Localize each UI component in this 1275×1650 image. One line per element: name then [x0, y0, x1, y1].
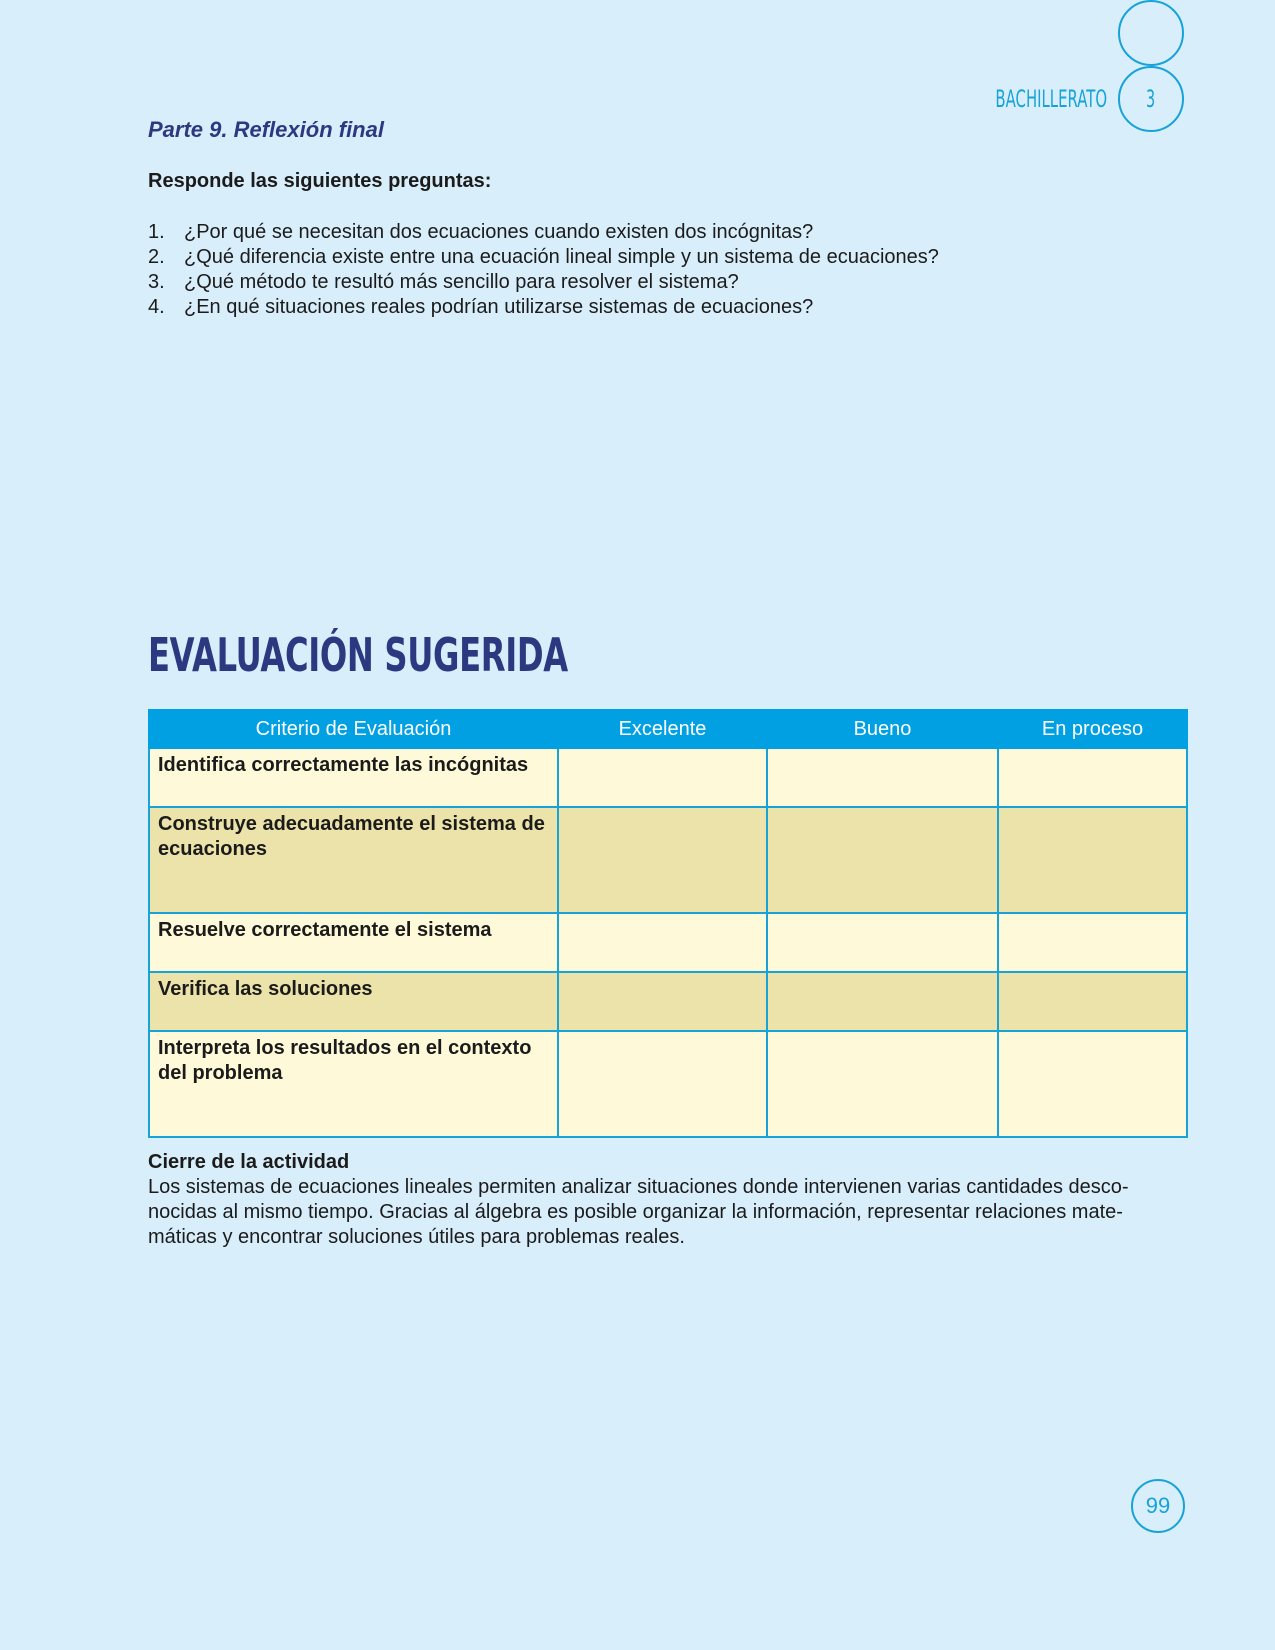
criterion-cell: Resuelve correctamente el sistema — [149, 913, 558, 972]
column-header-excellent: Excelente — [558, 710, 767, 748]
criterion-cell: Interpreta los resultados en el contexto del problema — [149, 1031, 558, 1137]
page-number: 99 — [1131, 1479, 1185, 1533]
excellent-cell[interactable] — [558, 972, 767, 1031]
question-item — [148, 270, 939, 295]
criterion-cell: Identifica correctamente las incógnitas — [149, 748, 558, 807]
question-number: 3. — [148, 271, 165, 293]
question-number: 2. — [148, 246, 165, 268]
good-cell[interactable] — [767, 1031, 998, 1137]
question-text: ¿Qué método te resultó más sencillo para resolver el sistema? — [184, 271, 739, 293]
in-progress-cell[interactable] — [998, 913, 1187, 972]
question-text: ¿Por qué se necesitan dos ecuaciones cuando existen dos incógnitas? — [184, 221, 814, 243]
excellent-cell[interactable] — [558, 913, 767, 972]
question-list — [148, 220, 939, 320]
good-cell[interactable] — [767, 972, 998, 1031]
table-row — [149, 807, 1187, 913]
closing-text: Los sistemas de ecuaciones lineales permiten analizar situaciones donde intervienen varias cantidades desco-nocidas al mismo tiempo. Gracias al álgebra es posible organizar la información, representar relaciones mate-máticas y encontrar soluciones útiles para problemas reales. — [148, 1176, 1129, 1248]
table-row — [149, 972, 1187, 1031]
good-cell[interactable] — [767, 807, 998, 913]
instruction-text: Responde las siguientes preguntas: — [148, 170, 492, 192]
closing-section — [148, 1150, 1188, 1250]
question-text: ¿Qué diferencia existe entre una ecuación lineal simple y un sistema de ecuaciones? — [184, 246, 939, 268]
evaluation-title: EVALUACIÓN SUGERIDA — [148, 628, 568, 682]
part-title: Parte 9. Reflexión final — [148, 117, 384, 142]
question-number: 1. — [148, 221, 165, 243]
question-item — [148, 220, 939, 245]
question-number: 4. — [148, 296, 165, 318]
table-row — [149, 913, 1187, 972]
table-row — [149, 1031, 1187, 1137]
question-item — [148, 295, 939, 320]
level-number: 3 — [1146, 85, 1156, 113]
good-cell[interactable] — [767, 913, 998, 972]
excellent-cell[interactable] — [558, 1031, 767, 1137]
table-header-row — [149, 710, 1187, 748]
excellent-cell[interactable] — [558, 748, 767, 807]
header-label: BACHILLERATO — [995, 85, 1107, 113]
header-circle-decoration — [1118, 0, 1184, 66]
excellent-cell[interactable] — [558, 807, 767, 913]
closing-title: Cierre de la actividad — [148, 1151, 350, 1173]
criterion-cell: Verifica las soluciones — [149, 972, 558, 1031]
level-badge — [1118, 66, 1184, 132]
evaluation-rubric-table — [148, 709, 1188, 1138]
in-progress-cell[interactable] — [998, 1031, 1187, 1137]
column-header-criteria: Criterio de Evaluación — [149, 710, 558, 748]
in-progress-cell[interactable] — [998, 807, 1187, 913]
criterion-cell: Construye adecuadamente el sistema de ecuaciones — [149, 807, 558, 913]
table-row — [149, 748, 1187, 807]
question-text: ¿En qué situaciones reales podrían utilizarse sistemas de ecuaciones? — [184, 296, 814, 318]
question-item — [148, 245, 939, 270]
column-header-in-progress: En proceso — [998, 710, 1187, 748]
in-progress-cell[interactable] — [998, 972, 1187, 1031]
column-header-good: Bueno — [767, 710, 998, 748]
good-cell[interactable] — [767, 748, 998, 807]
in-progress-cell[interactable] — [998, 748, 1187, 807]
